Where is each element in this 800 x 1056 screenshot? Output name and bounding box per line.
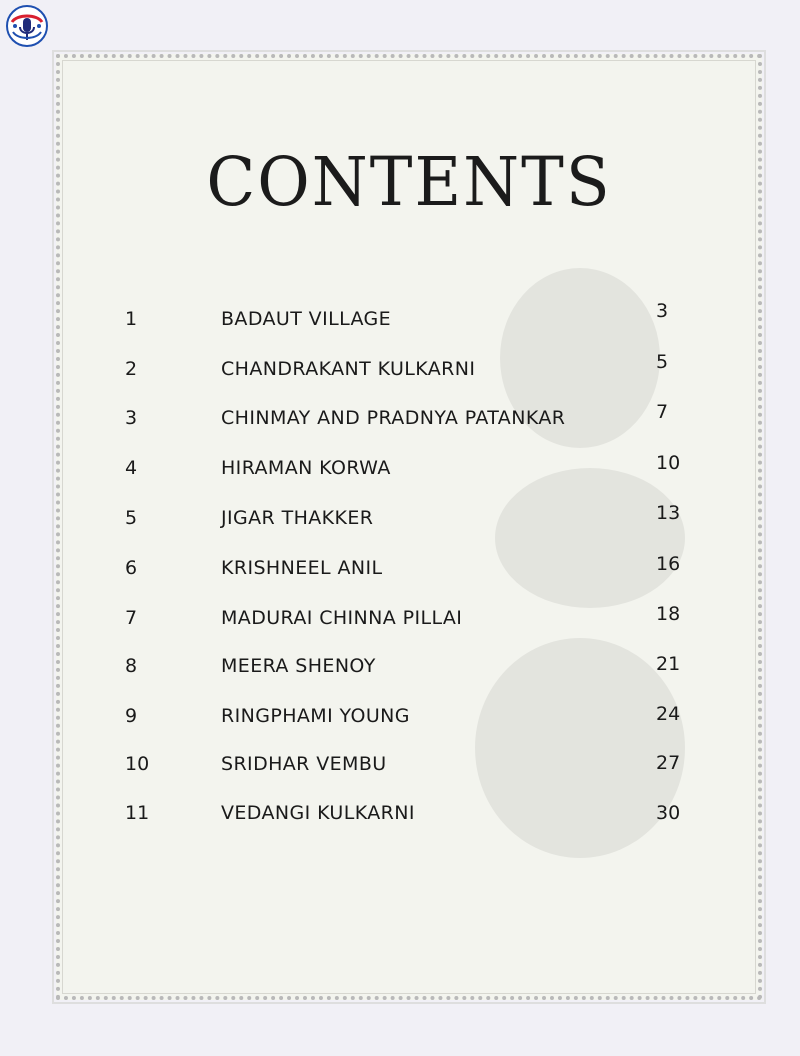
chapter-title: VEDANGI KULKARNI: [221, 802, 415, 824]
chapter-number: 10: [125, 753, 150, 775]
chapter-number: 11: [125, 802, 150, 824]
toc-row: [60, 401, 758, 432]
chapter-number: 7: [125, 607, 138, 629]
toc-row: [60, 702, 758, 730]
chapter-number: 2: [125, 358, 138, 380]
chapter-title: SRIDHAR VEMBU: [221, 753, 387, 775]
chapter-title: KRISHNEEL ANIL: [221, 557, 383, 579]
chapter-number: 4: [125, 457, 138, 479]
chapter-number: 1: [125, 308, 138, 330]
page-number: 27: [656, 752, 681, 774]
toc-row: [60, 750, 758, 778]
toc-row: [60, 351, 758, 383]
page-number: 24: [656, 703, 681, 725]
toc-row: [60, 604, 758, 632]
page-number: 13: [656, 502, 681, 524]
chapter-number: 9: [125, 705, 138, 727]
chapter-title: JIGAR THAKKER: [221, 507, 374, 529]
toc-row: [60, 300, 758, 333]
chapter-number: 3: [125, 407, 138, 429]
chapter-title: MEERA SHENOY: [221, 655, 376, 677]
chapter-number: 8: [125, 655, 138, 677]
page-number: 18: [656, 603, 681, 625]
toc-row: [60, 652, 758, 680]
toc-row: [60, 799, 758, 827]
chapter-title: CHANDRAKANT KULKARNI: [221, 358, 476, 380]
microphone-badge-icon: [5, 4, 49, 48]
toc-row: [60, 454, 758, 482]
chapter-title: BADAUT VILLAGE: [221, 308, 392, 330]
chapter-number: 6: [125, 557, 138, 579]
page-number: 21: [656, 653, 681, 675]
page-title: CONTENTS: [206, 144, 612, 222]
contents-page: [56, 54, 762, 1000]
chapter-title: RINGPHAMI YOUNG: [221, 705, 410, 727]
chapter-title: HIRAMAN KORWA: [221, 457, 391, 479]
page-number: 3: [656, 300, 669, 322]
toc-row: [60, 554, 758, 582]
page-number: 7: [656, 401, 669, 423]
page-number: 10: [656, 452, 681, 474]
page-number: 30: [656, 802, 681, 824]
chapter-number: 5: [125, 507, 138, 529]
page-number: 16: [656, 553, 681, 575]
chapter-title: CHINMAY AND PRADNYA PATANKAR: [221, 407, 566, 429]
page-number: 5: [656, 351, 669, 373]
chapter-title: MADURAI CHINNA PILLAI: [221, 607, 463, 629]
toc-row: [60, 504, 758, 532]
